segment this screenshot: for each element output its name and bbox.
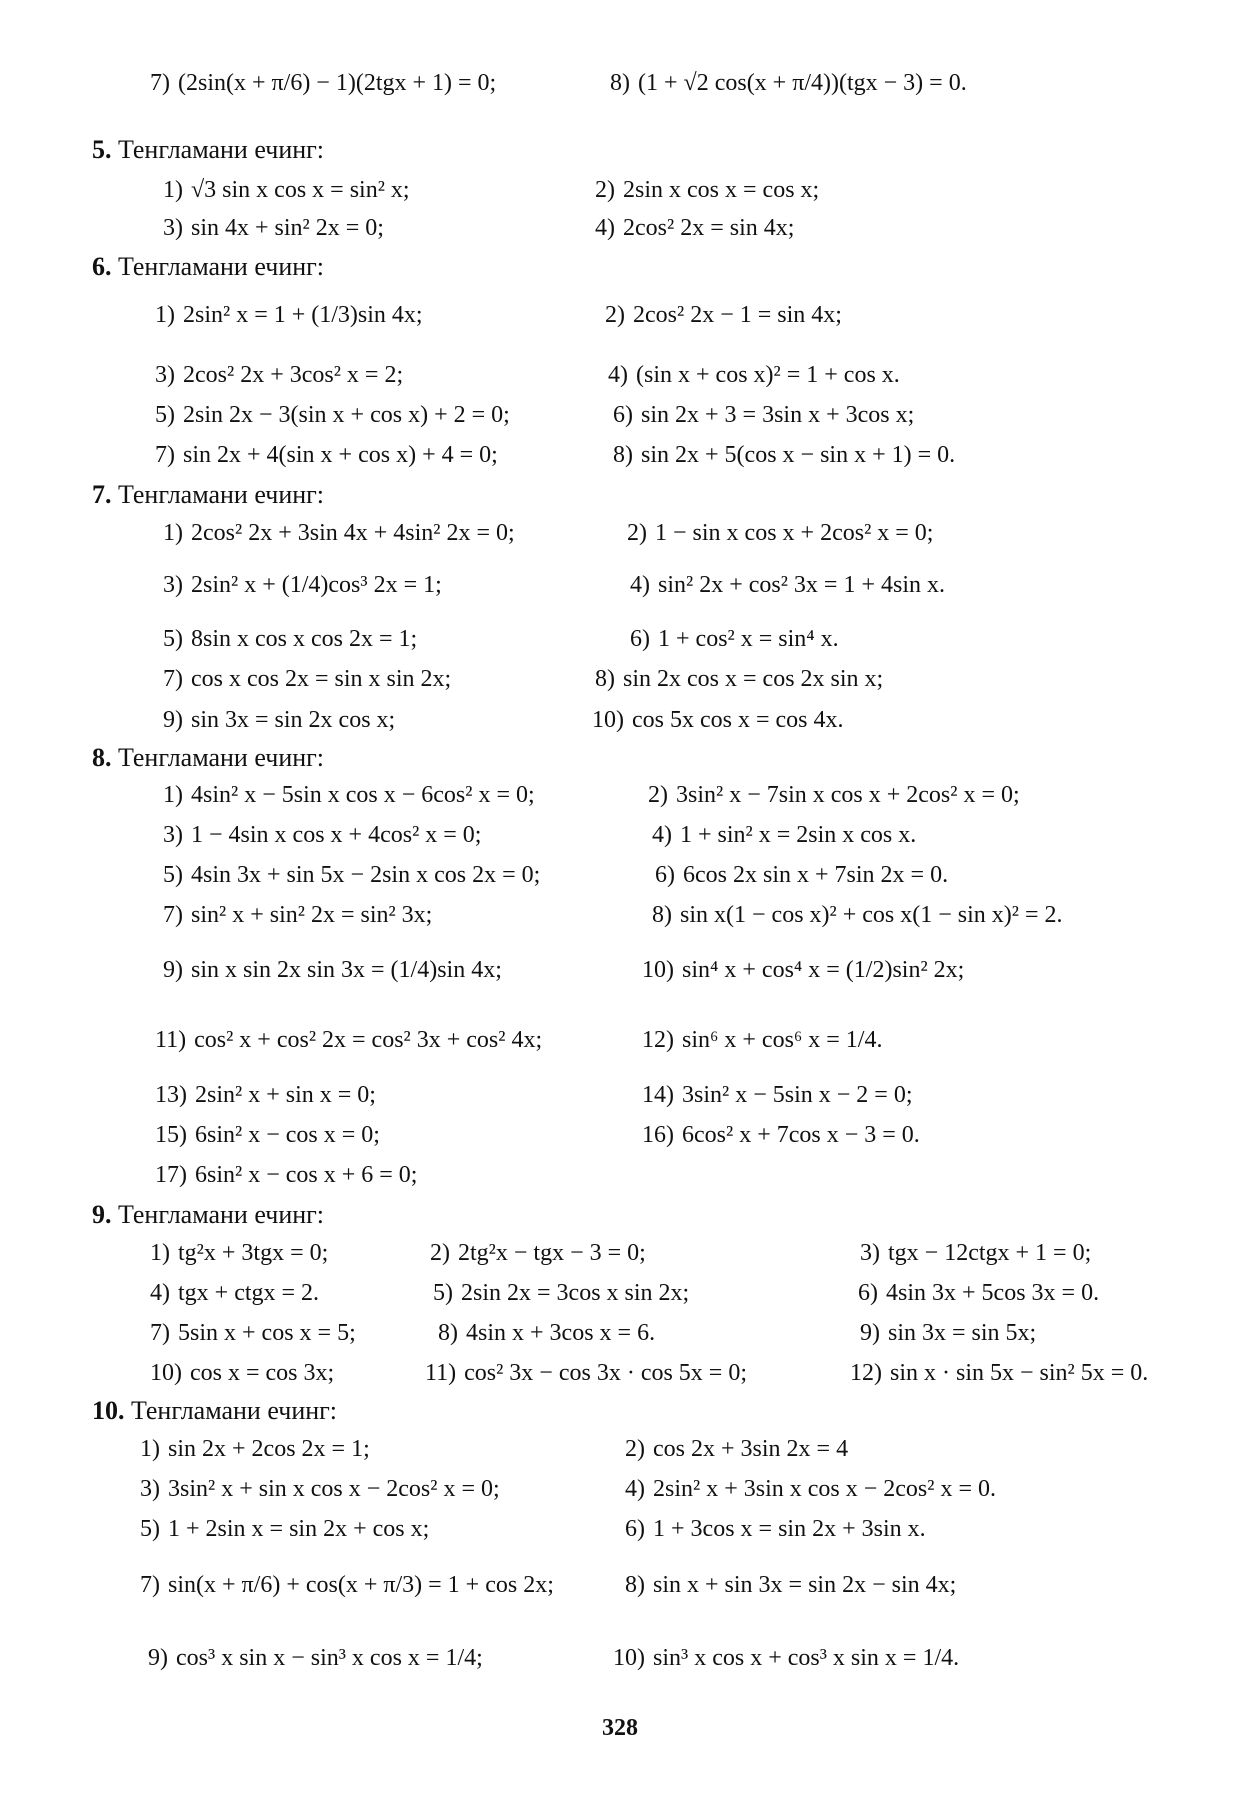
section-number: 6.: [92, 252, 112, 281]
equation: [140, 1570, 554, 1600]
item-equation: 4sin 3x + 5cos 3x = 0.: [886, 1280, 1100, 1306]
section-heading: [92, 135, 324, 165]
equation: [155, 1160, 417, 1190]
item-number: 9): [148, 1645, 168, 1671]
equation: [163, 820, 481, 850]
section-number: 7.: [92, 480, 112, 509]
item-number: 11): [155, 1027, 187, 1053]
equation: [155, 400, 510, 430]
item-number: 10): [642, 957, 674, 983]
equation: [163, 624, 417, 654]
page-number: 328: [602, 1715, 638, 1741]
item-equation: sin x sin 2x sin 3x = (1/4)sin 4x;: [191, 957, 502, 983]
item-equation: 2sin x cos x = cos x;: [623, 177, 820, 203]
section-heading: [92, 480, 324, 510]
equation: [625, 1434, 848, 1464]
equation: [608, 360, 900, 390]
item-number: 5): [433, 1280, 453, 1306]
equation: [642, 955, 964, 985]
item-equation: sin² 2x + cos² 3x = 1 + 4sin x.: [658, 572, 946, 598]
item-equation: (1 + √2 cos(x + π/4))(tgx − 3) = 0.: [638, 70, 967, 96]
item-number: 12): [850, 1360, 882, 1386]
item-equation: 2sin² x + sin x = 0;: [195, 1082, 376, 1108]
item-number: 3): [163, 822, 183, 848]
equation: [163, 860, 540, 890]
item-equation: 4sin x + 3cos x = 6.: [466, 1320, 656, 1346]
item-number: 1): [140, 1436, 160, 1462]
item-equation: sin 3x = sin 5x;: [888, 1320, 1037, 1346]
equation: [140, 1434, 370, 1464]
section-number: 8.: [92, 743, 112, 772]
item-number: 9): [163, 957, 183, 983]
item-equation: sin x + sin 3x = sin 2x − sin 4x;: [653, 1572, 957, 1598]
equation: [430, 1238, 646, 1268]
item-equation: 1 + 2sin x = sin 2x + cos x;: [168, 1516, 430, 1542]
equation: [155, 1080, 376, 1110]
equation: [433, 1278, 689, 1308]
item-number: 2): [595, 177, 615, 203]
item-equation: tgx − 12ctgx + 1 = 0;: [888, 1240, 1092, 1266]
item-number: 6): [858, 1280, 878, 1306]
item-number: 5): [140, 1516, 160, 1542]
equation: [630, 624, 839, 654]
equation: [155, 300, 423, 330]
item-equation: 1 + cos² x = sin⁴ x.: [658, 626, 839, 652]
item-equation: sin 4x + sin² 2x = 0;: [191, 215, 384, 241]
item-equation: 1 + 3cos x = sin 2x + 3sin x.: [653, 1516, 926, 1542]
item-number: 10): [613, 1645, 645, 1671]
item-equation: 2cos² 2x − 1 = sin 4x;: [633, 302, 842, 328]
item-number: 16): [642, 1122, 674, 1148]
item-equation: sin x(1 − cos x)² + cos x(1 − sin x)² = 2.: [680, 902, 1063, 928]
item-number: 17): [155, 1162, 187, 1188]
item-number: 13): [155, 1082, 187, 1108]
equation: [155, 1120, 380, 1150]
section-heading: [92, 1396, 337, 1426]
item-equation: 3sin² x − 5sin x − 2 = 0;: [682, 1082, 913, 1108]
item-equation: (2sin(x + π/6) − 1)(2tgx + 1) = 0;: [178, 70, 497, 96]
item-number: 2): [625, 1436, 645, 1462]
equation: [163, 900, 432, 930]
item-equation: sin 2x + 2cos 2x = 1;: [168, 1436, 370, 1462]
section-title: Тенгламани ечинг:: [118, 1200, 325, 1229]
item-equation: 3sin² x − 7sin x cos x + 2cos² x = 0;: [676, 782, 1020, 808]
item-number: 3): [140, 1476, 160, 1502]
item-number: 1): [163, 520, 183, 546]
item-number: 2): [648, 782, 668, 808]
equation: [163, 664, 451, 694]
section-title: Тенгламани ечинг:: [118, 252, 325, 281]
item-equation: cos 5x cos x = cos 4x.: [632, 707, 844, 733]
equation: [630, 570, 945, 600]
equation: [860, 1318, 1036, 1348]
item-equation: cos² 3x − cos 3x · cos 5x = 0;: [464, 1360, 748, 1386]
item-number: 7): [155, 442, 175, 468]
equation: [858, 1278, 1099, 1308]
section-heading: [92, 252, 324, 282]
item-number: 8): [595, 666, 615, 692]
item-number: 6): [630, 626, 650, 652]
item-equation: 3sin² x + sin x cos x − 2cos² x = 0;: [168, 1476, 500, 1502]
item-number: 10): [150, 1360, 182, 1386]
item-number: 1): [163, 177, 183, 203]
item-equation: 6sin² x − cos x + 6 = 0;: [195, 1162, 418, 1188]
equation: [148, 1643, 483, 1673]
item-number: 6): [655, 862, 675, 888]
item-number: 3): [155, 362, 175, 388]
item-equation: 2sin 2x = 3cos x sin 2x;: [461, 1280, 690, 1306]
equation: [655, 860, 948, 890]
item-number: 2): [605, 302, 625, 328]
item-equation: 6cos 2x sin x + 7sin 2x = 0.: [683, 862, 949, 888]
equation: [613, 1643, 959, 1673]
item-number: 5): [163, 862, 183, 888]
item-equation: 1 + sin² x = 2sin x cos x.: [680, 822, 917, 848]
item-number: 8): [438, 1320, 458, 1346]
equation: [642, 1080, 912, 1110]
equation: [155, 1025, 542, 1055]
item-number: 4): [625, 1476, 645, 1502]
item-number: 8): [610, 70, 630, 96]
item-number: 7): [150, 70, 170, 96]
equation: [595, 213, 794, 243]
item-number: 4): [595, 215, 615, 241]
equation: [438, 1318, 655, 1348]
equation: [140, 1514, 429, 1544]
item-number: 8): [625, 1572, 645, 1598]
item-equation: 2cos² 2x + 3cos² x = 2;: [183, 362, 404, 388]
item-number: 6): [613, 402, 633, 428]
item-equation: 4sin 3x + sin 5x − 2sin x cos 2x = 0;: [191, 862, 541, 888]
item-number: 3): [860, 1240, 880, 1266]
item-number: 4): [630, 572, 650, 598]
item-number: 1): [150, 1240, 170, 1266]
item-equation: 2sin² x + 3sin x cos x − 2cos² x = 0.: [653, 1476, 996, 1502]
equation: [642, 1025, 882, 1055]
item-equation: cos 2x + 3sin 2x = 4: [653, 1436, 849, 1462]
equation: [595, 664, 883, 694]
equation: [163, 780, 535, 810]
item-equation: 1 − 4sin x cos x + 4cos² x = 0;: [191, 822, 482, 848]
item-number: 12): [642, 1027, 674, 1053]
equation: [163, 175, 410, 205]
item-equation: sin⁴ x + cos⁴ x = (1/2)sin² 2x;: [682, 957, 965, 983]
equation: [605, 300, 842, 330]
equation: [648, 780, 1020, 810]
equation: [163, 955, 502, 985]
section-title: Тенгламани ечинг:: [118, 480, 325, 509]
equation: [627, 518, 933, 548]
equation: [860, 1238, 1091, 1268]
equation: [625, 1474, 996, 1504]
item-equation: sin³ x cos x + cos³ x sin x = 1/4.: [653, 1645, 960, 1671]
item-equation: 6sin² x − cos x = 0;: [195, 1122, 380, 1148]
equation: [625, 1514, 926, 1544]
item-equation: sin 3x = sin 2x cos x;: [191, 707, 396, 733]
item-number: 5): [155, 402, 175, 428]
item-equation: cos x cos 2x = sin x sin 2x;: [191, 666, 452, 692]
item-equation: sin 2x + 5(cos x − sin x + 1) = 0.: [641, 442, 956, 468]
item-equation: 2cos² 2x + 3sin 4x + 4sin² 2x = 0;: [191, 520, 515, 546]
item-equation: √3 sin x cos x = sin² x;: [191, 177, 410, 203]
equation: [652, 820, 916, 850]
equation: [150, 68, 496, 98]
item-equation: sin² x + sin² 2x = sin² 3x;: [191, 902, 433, 928]
item-number: 8): [652, 902, 672, 928]
equation: [595, 175, 819, 205]
section-heading: [92, 1200, 324, 1230]
section-heading: [92, 743, 324, 773]
item-equation: cos x = cos 3x;: [190, 1360, 335, 1386]
item-equation: sin(x + π/6) + cos(x + π/3) = 1 + cos 2x;: [168, 1572, 554, 1598]
item-equation: 2sin² x + (1/4)cos³ 2x = 1;: [191, 572, 442, 598]
section-number: 9.: [92, 1200, 112, 1229]
item-equation: 2tg²x − tgx − 3 = 0;: [458, 1240, 646, 1266]
section-number: 5.: [92, 135, 112, 164]
item-equation: (sin x + cos x)² = 1 + cos x.: [636, 362, 900, 388]
item-equation: sin 2x + 4(sin x + cos x) + 4 = 0;: [183, 442, 498, 468]
item-equation: tgx + ctgx = 2.: [178, 1280, 320, 1306]
item-number: 5): [163, 626, 183, 652]
item-equation: cos² x + cos² 2x = cos² 3x + cos² 4x;: [194, 1027, 543, 1053]
item-number: 2): [627, 520, 647, 546]
section-title: Тенгламани ечинг:: [118, 135, 325, 164]
item-equation: 4sin² x − 5sin x cos x − 6cos² x = 0;: [191, 782, 535, 808]
equation: [150, 1358, 334, 1388]
item-equation: 6cos² x + 7cos x − 3 = 0.: [682, 1122, 920, 1148]
section-title: Тенгламани ечинг:: [131, 1396, 338, 1425]
item-number: 14): [642, 1082, 674, 1108]
section-title: Тенгламани ечинг:: [118, 743, 325, 772]
item-equation: sin x · sin 5x − sin² 5x = 0.: [890, 1360, 1149, 1386]
equation: [625, 1570, 956, 1600]
item-number: 3): [163, 215, 183, 241]
item-number: 2): [430, 1240, 450, 1266]
item-equation: sin⁶ x + cos⁶ x = 1/4.: [682, 1027, 883, 1053]
item-number: 8): [613, 442, 633, 468]
equation: [163, 213, 384, 243]
equation: [155, 360, 403, 390]
equation: [613, 400, 914, 430]
item-equation: sin 2x + 3 = 3sin x + 3cos x;: [641, 402, 915, 428]
item-equation: 1 − sin x cos x + 2cos² x = 0;: [655, 520, 934, 546]
item-number: 10): [592, 707, 624, 733]
item-number: 15): [155, 1122, 187, 1148]
equation: [163, 518, 515, 548]
item-equation: 2sin² x = 1 + (1/3)sin 4x;: [183, 302, 423, 328]
equation: [163, 705, 395, 735]
section-number: 10.: [92, 1396, 125, 1425]
equation: [163, 570, 442, 600]
equation: [592, 705, 844, 735]
item-number: 7): [150, 1320, 170, 1346]
item-number: 1): [163, 782, 183, 808]
item-equation: tg²x + 3tgx = 0;: [178, 1240, 329, 1266]
item-number: 4): [608, 362, 628, 388]
item-number: 6): [625, 1516, 645, 1542]
equation: [642, 1120, 920, 1150]
equation: [850, 1358, 1148, 1388]
item-number: 7): [163, 666, 183, 692]
equation: [652, 900, 1063, 930]
item-number: 7): [163, 902, 183, 928]
item-number: 3): [163, 572, 183, 598]
item-equation: sin 2x cos x = cos 2x sin x;: [623, 666, 884, 692]
item-number: 9): [860, 1320, 880, 1346]
item-equation: 8sin x cos x cos 2x = 1;: [191, 626, 418, 652]
item-equation: 2cos² 2x = sin 4x;: [623, 215, 795, 241]
item-number: 11): [425, 1360, 457, 1386]
equation: [150, 1278, 319, 1308]
item-equation: 5sin x + cos x = 5;: [178, 1320, 356, 1346]
equation: [155, 440, 498, 470]
item-number: 4): [150, 1280, 170, 1306]
item-number: 9): [163, 707, 183, 733]
item-equation: cos³ x sin x − sin³ x cos x = 1/4;: [176, 1645, 483, 1671]
item-number: 1): [155, 302, 175, 328]
item-number: 4): [652, 822, 672, 848]
equation: [140, 1474, 500, 1504]
item-number: 7): [140, 1572, 160, 1598]
equation: [150, 1318, 356, 1348]
equation: [613, 440, 955, 470]
equation: [610, 68, 967, 98]
item-equation: 2sin 2x − 3(sin x + cos x) + 2 = 0;: [183, 402, 510, 428]
equation: [150, 1238, 328, 1268]
equation: [425, 1358, 747, 1388]
